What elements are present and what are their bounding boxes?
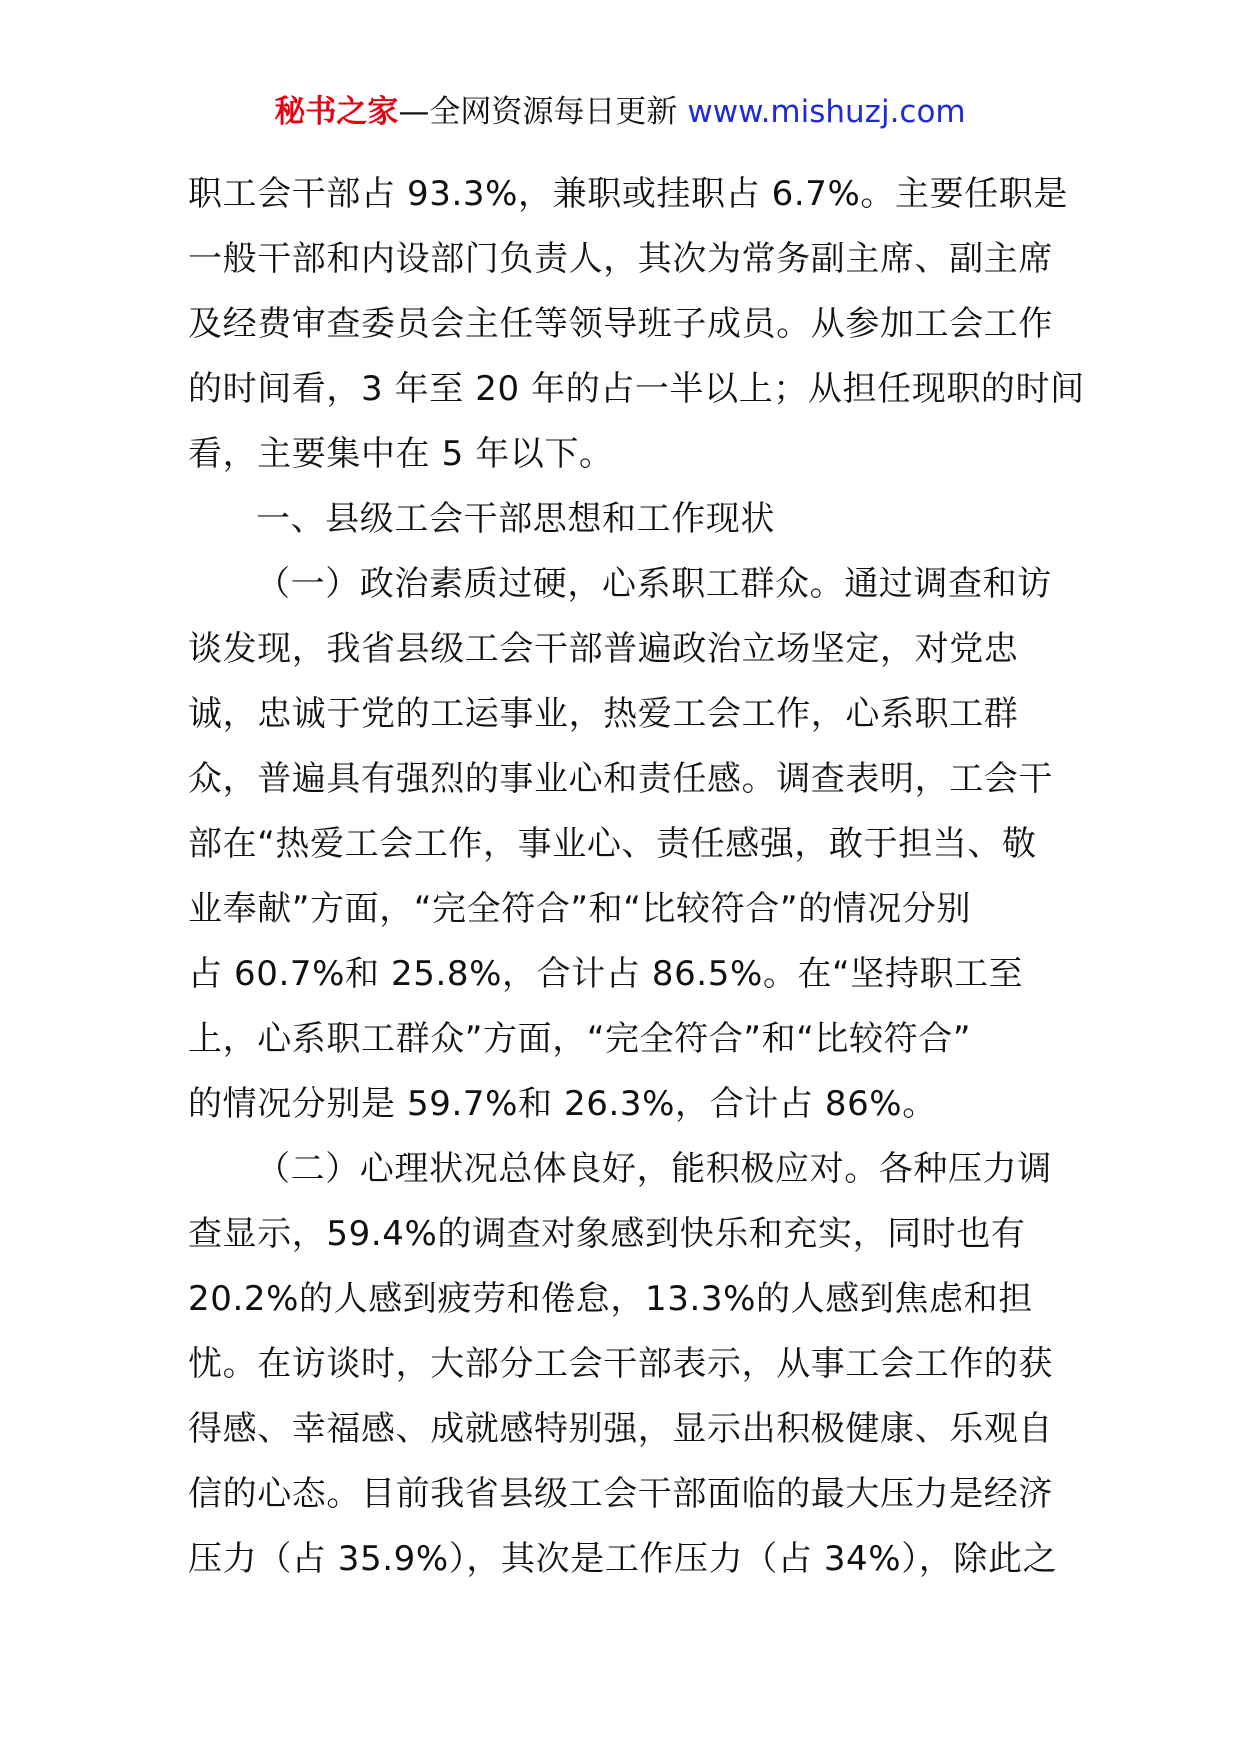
body-line: 20.2%的人感到疲劳和倦怠，13.3%的人感到焦虑和担 <box>188 1279 1033 1319</box>
body-line: 的时间看，3 年至 20 年的占一半以上；从担任现职的时间 <box>188 369 1085 409</box>
body-line: 一般干部和内设部门负责人，其次为常务副主席、副主席 <box>188 239 1053 279</box>
page-header <box>0 92 1240 132</box>
body-line: 谈发现，我省县级工会干部普遍政治立场坚定，对党忠 <box>188 629 1019 669</box>
brand-name: 秘书之家 <box>274 94 399 130</box>
section-heading: 一、县级工会干部思想和工作现状 <box>256 499 775 539</box>
body-line: 业奉献”方面，“完全符合”和“比较符合”的情况分别 <box>188 889 972 929</box>
body-line: 诚，忠诚于党的工运事业，热爱工会工作，心系职工群 <box>188 694 1019 734</box>
body-line: 压力（占 35.9%），其次是工作压力（占 34%），除此之 <box>188 1539 1058 1579</box>
document-body <box>188 162 1085 1592</box>
site-url-link[interactable]: www.mishuzj.com <box>687 94 966 130</box>
body-line: 占 60.7%和 25.8%，合计占 86.5%。在“坚持职工至 <box>188 954 1024 994</box>
body-line: 忧。在访谈时，大部分工会干部表示，从事工会工作的获 <box>188 1344 1053 1384</box>
body-line: 及经费审查委员会主任等领导班子成员。从参加工会工作 <box>188 304 1053 344</box>
body-line: 职工会干部占 93.3%，兼职或挂职占 6.7%。主要任职是 <box>188 174 1069 214</box>
body-line: 众，普遍具有强烈的事业心和责任感。调查表明，工会干 <box>188 759 1053 799</box>
paragraph-first-line: （一）政治素质过硬，心系职工群众。通过调查和访 <box>256 564 1052 604</box>
body-line: 的情况分别是 59.7%和 26.3%，合计占 86%。 <box>188 1084 937 1124</box>
body-line: 得感、幸福感、成就感特别强，显示出积极健康、乐观自 <box>188 1409 1053 1449</box>
body-line: 上，心系职工群众”方面，“完全符合”和“比较符合” <box>188 1019 972 1059</box>
body-line: 查显示，59.4%的调查对象感到快乐和充实，同时也有 <box>188 1214 1026 1254</box>
body-line: 信的心态。目前我省县级工会干部面临的最大压力是经济 <box>188 1474 1053 1514</box>
paragraph-first-line: （二）心理状况总体良好，能积极应对。各种压力调 <box>256 1149 1052 1189</box>
body-line: 看，主要集中在 5 年以下。 <box>188 434 614 474</box>
header-tagline: —全网资源每日更新 <box>398 94 678 130</box>
body-line: 部在“热爱工会工作，事业心、责任感强，敢于担当、敬 <box>188 824 1037 864</box>
